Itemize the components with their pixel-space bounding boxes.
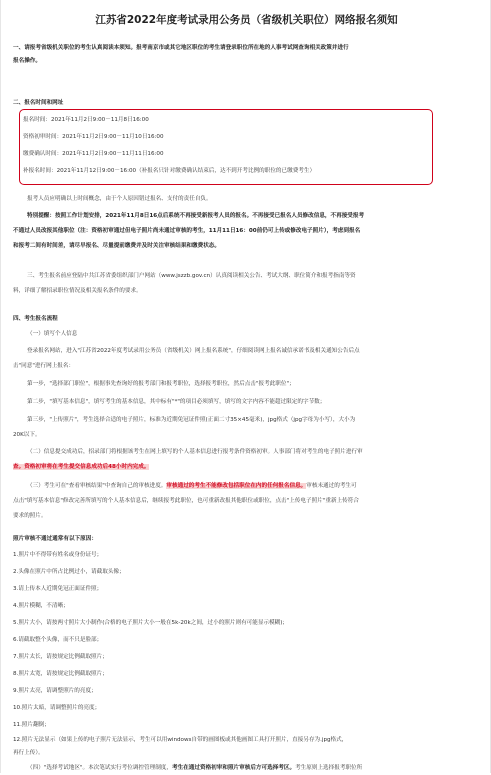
step-2: 第二步，"填写基本信息"，填写考生的基本信息，其中标有"*"的项目必须填写，填写的文字内容不能超过限定的字节数； — [27, 399, 326, 405]
time-registration: 报名时间：2021年11月2日9:00－11月8日16:00 — [23, 117, 149, 123]
section4-intro-cont: 击"同意"进行网上报名： — [13, 363, 75, 369]
special-reminder-3: 和报考二间有时间差，请尽早报名、尽量提前缴费并及时关注审核结果和缴费状态。 — [13, 243, 220, 249]
section4-sub4 — [27, 762, 491, 775]
section4-sub2-cont — [13, 461, 479, 474]
special-reminder-2: 不通过人员改报其他职位（注：资格初审通过但电子照片尚未通过审核的考生，11月11日16：00前仍可上传或修改电子照片），考虑到报名 — [13, 228, 361, 234]
reason-1: 1.照片中不得带有姓名或身份证号； — [13, 552, 103, 558]
section4-sub2: （二）信息提交成功后，招录部门将根据该考生在网上填写的个人基本信息进行报考条件资格初审。人事部门将对考生的电子照片进行审 — [27, 449, 363, 455]
sub3-lead: （三）考生可在"查看审核结果"中查询自己的审核进度。 — [27, 483, 167, 489]
time-payment: 缴费确认时间：2021年11月2日9:00－11月11日16:00 — [23, 151, 164, 157]
section4-sub3-cont: 点击"填写基本信息"修改完善所填写的个人基本信息后，继续报考此职位，也可重新改报其他职位或职位，点击"上传电子照片"重新上传符合 — [13, 498, 359, 504]
section4-sub3 — [27, 480, 491, 493]
section3-line2: 料，详细了解招录职位情况及相关报名条件的要求。 — [13, 288, 142, 294]
reason-12: 12.照片无法显示（如果上传的电子照片无法显示，考生可以用windows自带的画图板或其他画图工具打开照片，直接另存为.jpg格式， — [13, 737, 348, 743]
step-3-cont: 20K以下。 — [13, 432, 41, 438]
review-deadline-highlight: 查。资格初审将在考生提交信息成功后48小时内完成。 — [13, 464, 150, 470]
section1-heading: 一、请报考省级机关职位的考生认真阅读本须知。报考南京市或其它地区职位的考生请登录职位所在地的人事考试网查询相关政策并进行 — [13, 45, 349, 51]
sub3-tail: 审核未通过的考生可 — [306, 483, 357, 489]
reason-8: 8.照片太宽，请按规定比例截取照片； — [13, 671, 108, 677]
reason-3: 3.请上传本人近期免冠正面证件照； — [13, 586, 103, 592]
document-title: 江苏省2022年度考试录用公务员（省级机关职位）网络报名须知 — [95, 14, 398, 26]
sub4-lead: （四）"选择考试地区"。本次笔试实行考位调控管理制度， — [27, 765, 172, 771]
reason-12-cont: 再行上传）。 — [13, 750, 44, 756]
sub3-warning: 审核通过的考生不能修改包括职位在内的任何报名信息。 — [166, 483, 307, 489]
reason-4: 4.照片模糊，不清晰； — [13, 603, 69, 609]
step-1: 第一步，"选择部门职位"，根据事先查询好的报考部门和报考职位，选择报考职位，然后点击"报考此职位"； — [27, 381, 295, 387]
section4-intro: 登录报名网站，进入"江苏省2022年度考试录用公务员（省级机关）网上报名系统"，仔细阅读网上报名诚信承诺书及相关通知公告后点 — [27, 348, 360, 354]
reason-9: 9.照片太亮，请调整照片的亮度； — [13, 688, 97, 694]
section2-note: 报考人员应明确以上时间概念，由于个人原因错过报名、支付的责任自负。 — [27, 196, 212, 202]
special-reminder: 特别提醒：按照工作计划安排，2021年11月8日16点后系统不再接受新报考人员的报名。不再接受已报名人员修改信息，不再接受报考 — [27, 213, 365, 219]
sub4-tail: 考生原则上选择报考职位所 — [295, 765, 363, 771]
time-supplement: 补报名时间：2021年11月12日9:00－16:00（补报名只针对缴费确认结束后，达不到开考比例的职位的已缴费考生） — [23, 168, 316, 174]
section4-sub1: （一）填写个人信息 — [27, 331, 78, 337]
reasons-heading: 照片审核不通过通常有以下原因： — [13, 536, 97, 542]
section4-sub3-cont2: 要求的照片。 — [13, 513, 47, 519]
reason-10: 10.照片太暗，请调整照片的亮度； — [13, 705, 101, 711]
reason-7: 7.照片太长，请按规定比例截取照片； — [13, 654, 108, 660]
section3-line1: 三、考生报名前应登陆中共江苏省委组织部门户网站（www.jszzb.gov.cn）认真阅读相关公告、考试大纲、职位简介和报考指南等资 — [27, 273, 356, 279]
step-3: 第三步，"上传照片"，考生选择合适的电子照片，标准为近期免冠证件照(正面二寸35×45毫米)，jpg格式（jpg字母为小写），大小为 — [27, 417, 356, 423]
reason-5: 5.照片大小，请按两寸照片大小制作(合格的电子照片大小一般在5k-20k之间，过小的照片则有可能显示模糊)； — [13, 620, 289, 626]
reason-11: 11.照片翻倒； — [13, 722, 50, 728]
section2-heading: 二、报名时间和网址 — [13, 100, 64, 106]
sub4-bold: 考生在通过资格初审和照片审核后方可选择考区。 — [172, 765, 296, 771]
reason-2: 2.头像在照片中所占比例过小，请截取头像； — [13, 569, 125, 575]
section1-heading-cont: 报名操作。 — [13, 58, 41, 64]
time-review: 资格初审时间：2021年11月2日9:00－11月10日16:00 — [23, 134, 164, 140]
section4-heading: 四、考生报名流程 — [13, 316, 58, 322]
reason-6: 6.请截取整个头像，而不只是脸部； — [13, 637, 103, 643]
